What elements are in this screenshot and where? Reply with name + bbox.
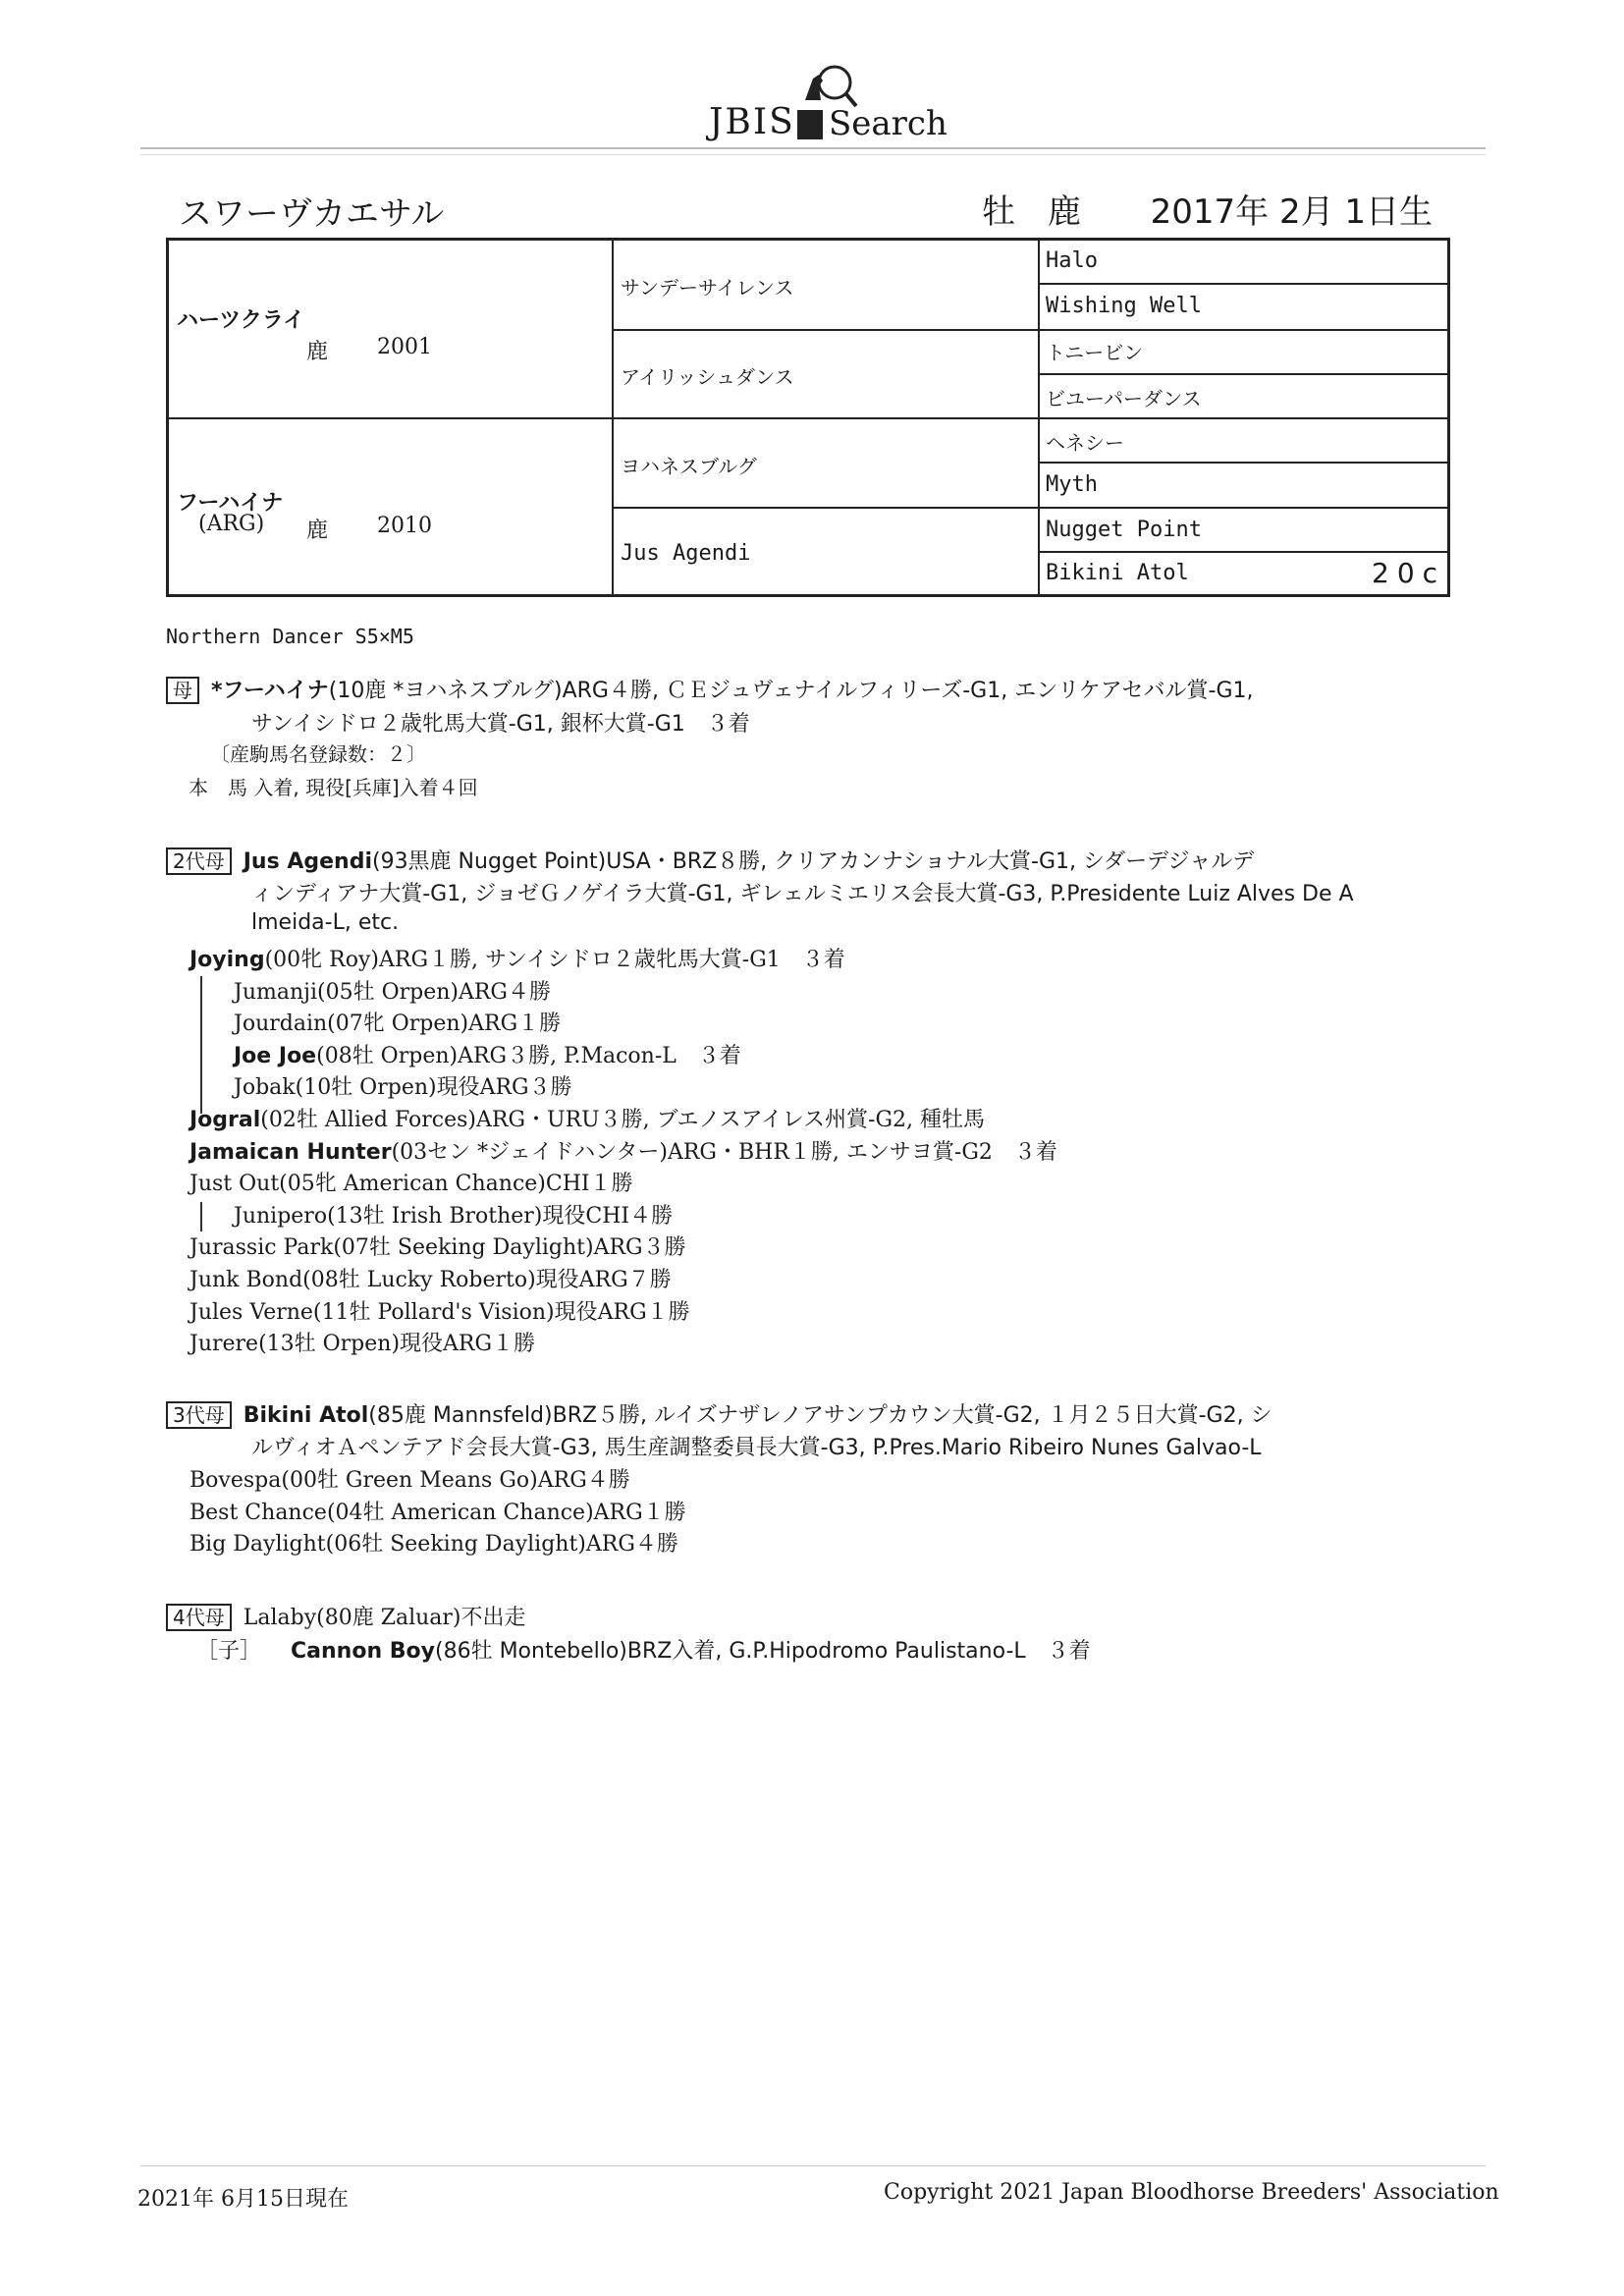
horse-name: スワーヴカエサル [179,194,445,234]
offspring-name: Junk Bond [189,1268,303,1292]
ped-dss: ヘネシー [1046,431,1124,455]
offspring-name: Jurassic Park [189,1235,334,1261]
offspring-row [234,975,551,1006]
offspring-name: Jules Verne [189,1299,313,1325]
offspring-branch-bar [200,976,202,1114]
offspring-detail: (08牡 Orpen)ARG３勝, P.Macon-L ３着 [316,1043,741,1068]
ped-sdd: ビユーパーダンス [1046,387,1202,410]
dam-section-text1: (10鹿 *ヨハネスブルグ)ARG４勝, ＣＥジュヴェナイルフィリーズ-G1, エンリケアセバル賞-G1, [328,679,1254,703]
dam-color: 鹿 [306,519,329,543]
dam-year: 2010 [377,514,432,538]
jbis-search-logo [709,61,945,147]
offspring-row [189,1167,633,1197]
offspring-row [189,1230,686,1261]
sire-year: 2001 [377,335,432,359]
ped-dds: Nugget Point [1046,518,1202,542]
footer-copyright: Copyright 2021 Japan Bloodhorse Breeders' Association [884,2180,1499,2205]
header-rule [140,147,1486,149]
offspring-row [234,1070,572,1101]
offspring-detail: (13牡 Orpen)現役ARG１勝 [258,1332,536,1357]
fourth-dam-child-name: Cannon Boy [291,1639,435,1664]
offspring-name: Jamaican Hunter [189,1139,392,1165]
offspring-row [234,1199,673,1230]
logo-jbis-text: JBIS [709,102,795,142]
offspring-detail: (04牡 American Chance)ARG１勝 [326,1500,686,1525]
offspring-row [189,943,845,973]
offspring-detail: (08牡 Lucky Roberto)現役ARG７勝 [302,1268,672,1292]
sire-color: 鹿 [306,340,329,364]
offspring-detail: (00牡 Green Means Go)ARG４勝 [281,1468,630,1493]
third-dam-label: 3代母 [166,1401,232,1429]
offspring-name: Big Daylight [189,1532,326,1558]
offspring-detail: (07牡 Seeking Daylight)ARG３勝 [333,1235,686,1261]
horse-color: 鹿 [1047,192,1081,232]
ped-ssd: Wishing Well [1046,294,1202,318]
offspring-detail: (13牡 Irish Brother)現役CHI４勝 [327,1203,674,1229]
footer-date: 2021年 6月15日現在 [137,2187,349,2212]
dam-name: フーハイナ [177,491,284,516]
fourth-dam-text: (80鹿 Zaluar)不出走 [316,1606,526,1630]
dam-this-horse: 本 馬 入着, 現役[兵庫]入着４回 [189,776,478,799]
fourth-dam-child-text: (86牡 Montebello)BRZ入着, G.P.Hipodromo Paulistano-L ３着 [435,1639,1091,1664]
offspring-row [189,1327,535,1357]
offspring-row [189,1135,1057,1166]
dam-section-name: *フーハイナ [211,679,329,703]
offspring-detail: (10牡 Orpen)現役ARG３勝 [295,1075,572,1101]
header-rule-thin [140,154,1486,155]
offspring-detail: (06牡 Seeking Daylight)ARG４勝 [325,1532,678,1558]
footer-rule [140,2165,1486,2166]
offspring-row [189,1496,686,1526]
book-icon [797,110,823,139]
ped-dd: Jus Agendi [621,541,751,566]
horse-birth: 2017年 2月 1日生 [1150,192,1434,232]
offspring-row [189,1463,630,1494]
ped-sd: アイリッシュダンス [621,365,794,389]
dam-registered-count: 〔産駒馬名登録数：２〕 [210,742,426,766]
offspring-row [189,1103,985,1133]
horse-info [982,185,1454,233]
third-dam-text1: (85鹿 Mannsfeld)BRZ５勝, ルイズナザレノアサンプカウン大賞-G2, １月２５日大賞-G2, シ [368,1403,1272,1428]
dam-line-2: サンイシドロ２歳牝馬大賞-G1, 銀杯大賞-G1 ３着 [251,712,750,737]
offspring-name: Jumanji [234,979,317,1005]
second-dam-text1: (93黒鹿 Nugget Point)USA・BRZ８勝, クリアカンナショナル大賞-G1, シダーデジャルデ [371,849,1255,874]
offspring-detail: (07牝 Orpen)ARG１勝 [327,1011,562,1037]
second-dam-line-2: ィンディアナ大賞-G1, ジョゼＧノゲイラ大賞-G1, ギレェルミエリス会長大賞-G3, P.Presidente Luiz Alves De A [251,882,1354,906]
family-number: 20c [1372,557,1446,589]
second-dam-label: 2代母 [166,847,232,875]
offspring-row [189,1527,678,1558]
second-dam-name: Jus Agendi [243,849,372,874]
fourth-dam-label: 4代母 [166,1604,232,1631]
offspring-name: Junipero [234,1203,328,1229]
logo-search-text: Search [829,104,947,143]
offspring-detail: (05牡 Orpen)ARG４勝 [317,979,552,1005]
dam-line-1 [166,674,1254,704]
ped-sds: トニービン [1046,341,1144,364]
second-dam-line-3: lmeida-L, etc. [251,910,400,935]
offspring-detail: (03セン *ジェイドハンター)ARG・BHR１勝, エンサヨ賞-G2 ３着 [391,1139,1057,1165]
offspring-row [234,1039,741,1069]
inbreeding-note: Northern Dancer S5×M5 [166,625,414,648]
offspring-detail: (11牡 Pollard's Vision)現役ARG１勝 [312,1299,690,1325]
ped-ddd: Bikini Atol [1046,561,1189,585]
offspring-row [234,1007,561,1037]
ped-dsd: Myth [1046,472,1098,497]
offspring-row [189,1263,672,1293]
offspring-name: Jogral [189,1108,261,1132]
dam-label: 母 [166,677,199,704]
fourth-dam-line-1 [166,1601,526,1631]
ped-ds: ヨハネスブルグ [621,455,757,478]
offspring-name: Just Out [189,1172,280,1197]
ped-sss: Halo [1046,248,1098,273]
third-dam-line-1 [166,1398,1272,1429]
offspring-name: Best Chance [189,1500,327,1525]
third-dam-name: Bikini Atol [243,1403,369,1428]
ped-ss: サンデーサイレンス [621,276,794,300]
offspring-name: Joe Joe [234,1043,317,1068]
dam-country: (ARG) [198,512,265,536]
fourth-dam-child-label: ［子］ [196,1639,262,1664]
offspring-name: Bovespa [189,1468,282,1493]
pedigree-table [166,238,1450,597]
horse-sex: 牡 [982,192,1015,232]
offspring-detail: (00牝 Roy)ARG１勝, サンイシドロ２歳牝馬大賞-G1 ３着 [264,948,845,972]
third-dam-line-2: ルヴィオＡペンテアド会長大賞-G3, 馬生産調整委員長大賞-G3, P.Pres.Mario Ribeiro Nunes Galvao-L [251,1436,1262,1460]
offspring-row [189,1295,690,1326]
offspring-name: Jobak [234,1075,296,1101]
offspring-name: Jurere [189,1332,259,1357]
offspring-name: Jourdain [234,1011,328,1037]
offspring-detail: (02牡 Allied Forces)ARG・URU３勝, ブエノスアイレス州賞-G2, 種牡馬 [260,1108,986,1132]
second-dam-line-1 [166,845,1254,875]
offspring-name: Joying [189,948,265,972]
offspring-branch-bar-2 [200,1202,202,1231]
fourth-dam-child-line [196,1634,1091,1665]
sire-name: ハーツクライ [177,308,305,333]
offspring-detail: (05牝 American Chance)CHI１勝 [279,1172,633,1197]
fourth-dam-name: Lalaby [243,1606,317,1630]
